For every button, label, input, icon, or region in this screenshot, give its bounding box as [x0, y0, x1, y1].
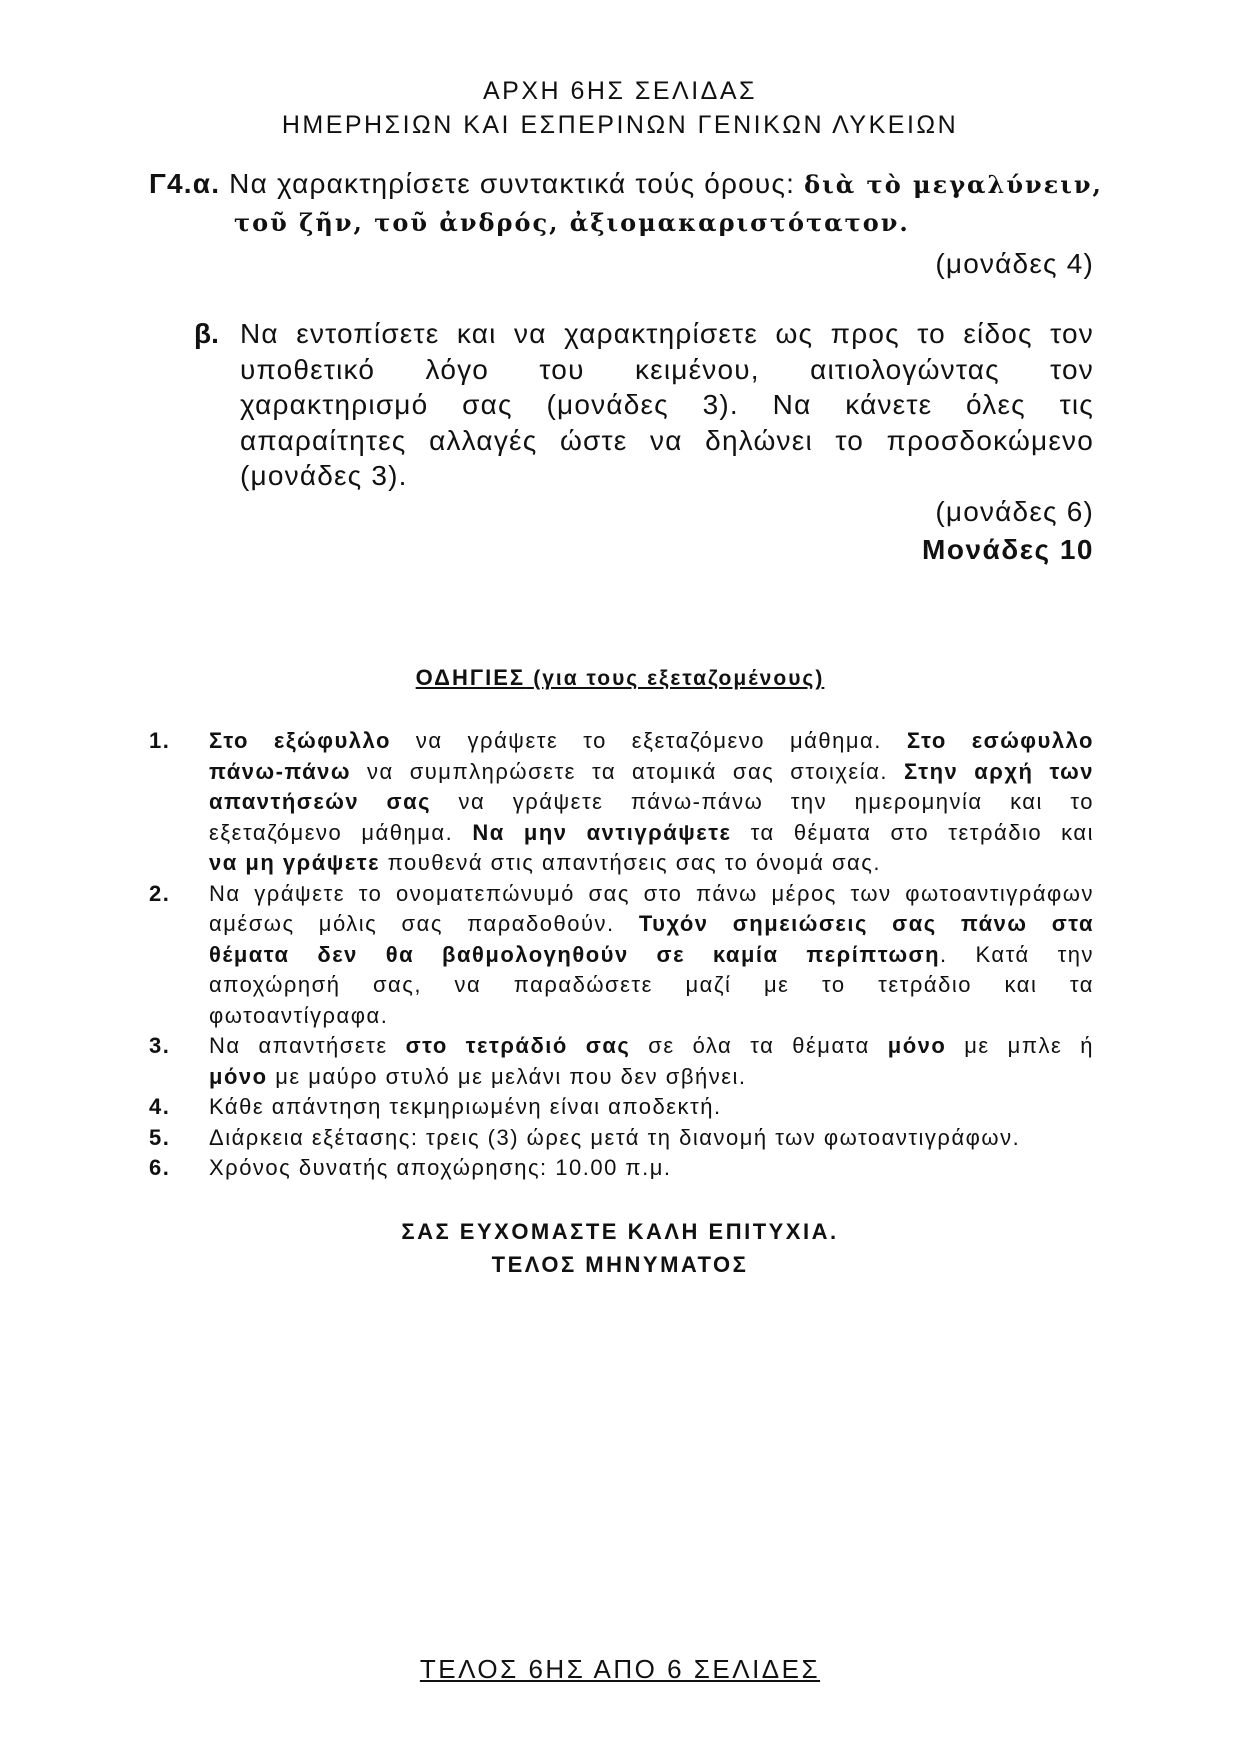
- instruction-number: 4.: [149, 1094, 171, 1119]
- question-total-score: Μονάδες 10: [922, 534, 1094, 565]
- instruction-text: με μαύρο στυλό με μελάνι που δεν σβήνει.: [267, 1063, 747, 1089]
- instruction-item: [149, 1123, 1094, 1154]
- instruction-line: [209, 1031, 1094, 1062]
- instruction-text: με μπλε ή: [946, 1033, 1095, 1058]
- instructions-title-main: ΟΔΗΓΙΕΣ: [415, 665, 526, 690]
- instruction-line: [209, 879, 1094, 910]
- question-g4a-terms-1: διὰ τὸ μεγαλύνειν,: [804, 170, 1103, 199]
- question-g4b-line: (μονάδες 3).: [240, 460, 408, 491]
- instruction-emphasis: Στην αρχή των: [903, 758, 1095, 784]
- instruction-line: [209, 1001, 1094, 1032]
- instruction-line: [209, 757, 1094, 788]
- instruction-text: σε όλα τα θέματα: [630, 1033, 888, 1058]
- instruction-text: να συμπληρώσετε τα ατομικά σας στοιχεία.: [350, 758, 904, 784]
- header-school-type: ΗΜΕΡΗΣΙΩΝ ΚΑΙ ΕΣΠΕΡΙΝΩΝ ΓΕΝΙΚΩΝ ΛΥΚΕΙΩΝ: [281, 111, 959, 139]
- instruction-line: [209, 1123, 1094, 1154]
- instruction-text: Κάθε απάντηση τεκμηριωμένη είναι αποδεκτή.: [209, 1094, 722, 1119]
- instruction-text: αμέσως μόλις σας παραδοθούν.: [209, 911, 639, 936]
- instruction-text: να γράψετε το εξεταζόμενο μάθημα.: [390, 728, 907, 753]
- instruction-emphasis: Τυχόν σημειώσεις σας πάνω στα: [638, 911, 1095, 936]
- instruction-line: [209, 848, 1094, 879]
- instruction-text: εξεταζόμενο μάθημα.: [209, 819, 473, 845]
- instruction-text: . Κατά την: [940, 941, 1094, 967]
- instruction-text: Να γράψετε το ονοματεπώνυμό σας στο πάνω μέρος των φωτοαντιγράφων: [209, 880, 1094, 906]
- instructions-list: [149, 726, 1094, 1184]
- instruction-emphasis: απαντήσεών σας: [209, 789, 432, 814]
- instruction-emphasis: Στο εσώφυλλο: [906, 728, 1094, 753]
- instruction-number: 2.: [149, 880, 171, 906]
- question-g4b-line: Να εντοπίσετε και να χαρακτηρίσετε ως προς το είδος τον: [240, 318, 1094, 349]
- instruction-emphasis: να μη γράψετε: [209, 850, 381, 875]
- instruction-number: 1.: [149, 728, 171, 753]
- instruction-text: Να απαντήσετε: [209, 1033, 406, 1058]
- instruction-line: [209, 970, 1094, 1001]
- page-footer: [0, 1654, 1240, 1685]
- instruction-emphasis: μόνο: [209, 1063, 268, 1089]
- question-g4b-score: (μονάδες 6): [935, 496, 1094, 527]
- question-g4a-label: Γ4.α.: [149, 168, 221, 199]
- instruction-text: αποχώρησή σας, να παραδώσετε μαζί με το τετράδιο και τα: [209, 972, 1094, 997]
- question-g4a-score: (μονάδες 4): [935, 248, 1094, 279]
- instruction-emphasis: Να μην αντιγράψετε: [472, 819, 732, 845]
- instruction-item: [149, 1092, 1094, 1123]
- header-page-start: ΑΡΧΗ 6ΗΣ ΣΕΛΙΔΑΣ: [483, 77, 757, 105]
- instructions-title: [0, 665, 1240, 691]
- instruction-item: [149, 879, 1094, 1032]
- question-g4a-terms-2: τοῦ ζῆν, τοῦ ἀνδρός, ἀξιομακαριστότατον.: [234, 208, 910, 237]
- instruction-number: 3.: [149, 1033, 171, 1058]
- question-g4b-line: υποθετικό λόγο του κειμένου, αιτιολογώντας τον: [240, 353, 1094, 385]
- instruction-line: [209, 726, 1094, 757]
- instruction-line: [209, 940, 1094, 971]
- instruction-emphasis: στο τετράδιό σας: [405, 1033, 631, 1058]
- instruction-text: τα θέματα στο τετράδιο και: [731, 819, 1095, 845]
- instruction-item: [149, 726, 1094, 879]
- closing-end-message: ΤΕΛΟΣ ΜΗΝΥΜΑΤΟΣ: [491, 1252, 749, 1277]
- instruction-text: Χρόνος δυνατής αποχώρησης: 10.00 π.μ.: [209, 1155, 672, 1180]
- instruction-text: πουθενά στις απαντήσεις σας το όνομά σας.: [380, 850, 881, 875]
- instruction-line: [209, 1153, 1094, 1184]
- instruction-emphasis: Στο εξώφυλλο: [209, 728, 391, 753]
- instruction-text: φωτοαντίγραφα.: [209, 1002, 389, 1028]
- instruction-emphasis: μόνο: [887, 1033, 947, 1058]
- footer-page-end: ΤΕΛΟΣ 6ΗΣ ΑΠΟ 6 ΣΕΛΙΔΕΣ: [419, 1654, 821, 1684]
- question-g4a-line2: [234, 204, 910, 240]
- instruction-line: [209, 818, 1094, 849]
- question-g4a-line1: [149, 166, 1103, 202]
- question-g4b-text: [240, 316, 1094, 494]
- closing-wish: ΣΑΣ ΕΥΧΟΜΑΣΤΕ ΚΑΛΗ ΕΠΙΤΥΧΙΑ.: [401, 1219, 839, 1244]
- instructions-title-sub: (για τους εξεταζομένους): [533, 667, 825, 690]
- page-header: [0, 74, 1240, 142]
- instruction-number: 6.: [149, 1155, 171, 1180]
- instruction-item: [149, 1031, 1094, 1092]
- instruction-text: Διάρκεια εξέτασης: τρεις (3) ώρες μετά τη διανομή των φωτοαντιγράφων.: [209, 1124, 1021, 1150]
- instruction-line: [209, 909, 1094, 940]
- instruction-emphasis: πάνω-πάνω: [209, 758, 351, 784]
- instruction-text: να γράψετε πάνω-πάνω την ημερομηνία και το: [431, 789, 1094, 814]
- instruction-item: [149, 1153, 1094, 1184]
- instruction-line: [209, 1062, 1094, 1093]
- instruction-emphasis: θέματα δεν θα βαθμολογηθούν σε καμία περίπτωση: [209, 941, 941, 967]
- question-g4b-line: χαρακτηρισμό σας (μονάδες 3). Να κάνετε όλες τις: [240, 389, 1094, 420]
- instruction-number: 5.: [149, 1124, 171, 1150]
- instruction-line: [209, 1092, 1094, 1123]
- instruction-line: [209, 787, 1094, 818]
- question-g4a-text: Να χαρακτηρίσετε συντακτικά τούς όρους:: [229, 168, 796, 199]
- question-g4b-label: β.: [194, 318, 219, 349]
- question-g4b-line: απαραίτητες αλλαγές ώστε να δηλώνει το προσδοκώμενο: [240, 424, 1094, 456]
- closing-message: [0, 1215, 1240, 1281]
